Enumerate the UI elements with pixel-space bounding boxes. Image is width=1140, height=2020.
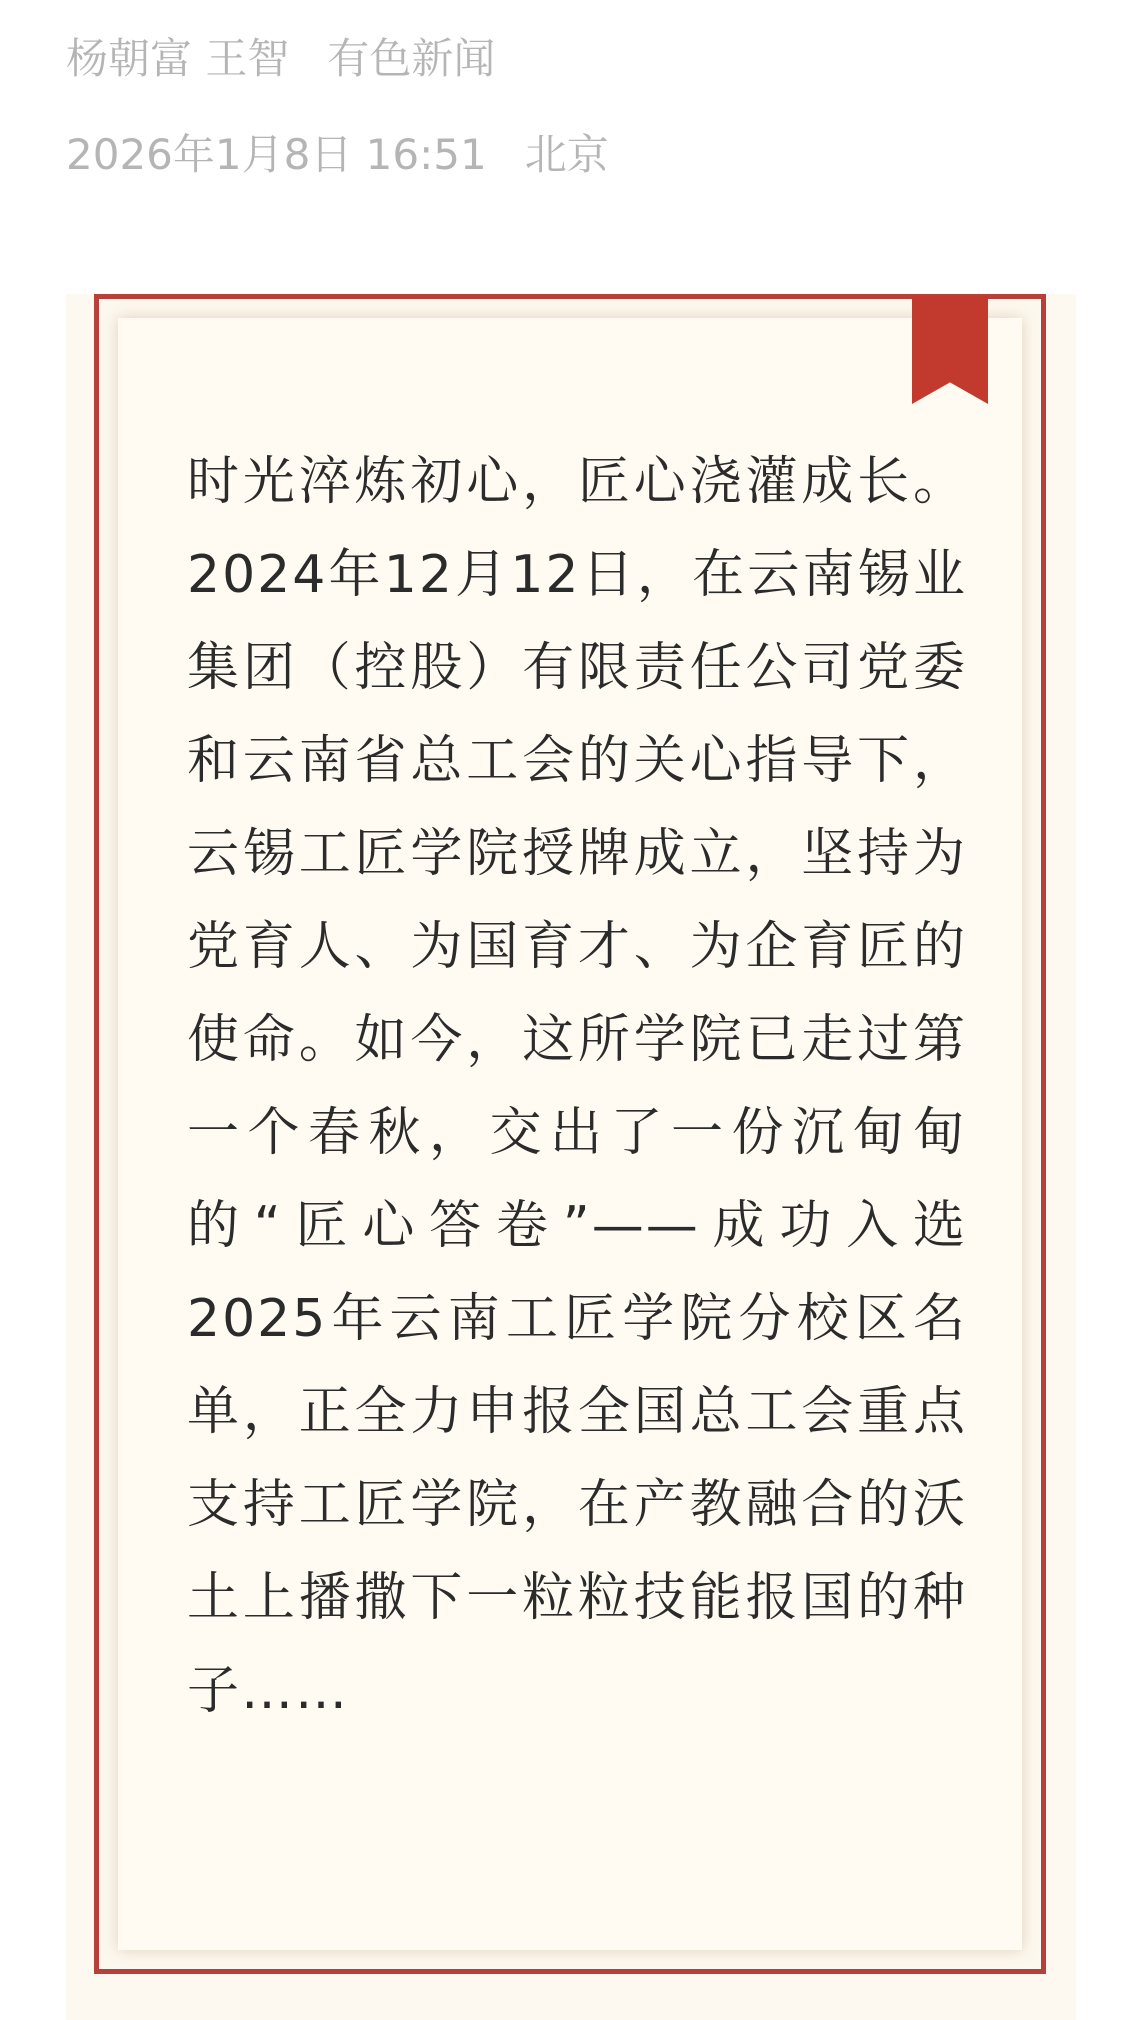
source-name[interactable]: 有色新闻 bbox=[327, 34, 496, 83]
publish-datetime: 2026年1月8日 16:51 bbox=[66, 130, 487, 179]
quote-paragraph: 时光淬炼初心，匠心浇灌成长。2024年12月12日，在云南锡业集团（控股）有限责任公司党委和云南省总工会的关心指导下，云锡工匠学院授牌成立，坚持为党育人、为国育才、为企育匠的使命。如今，这所学院已走过第一个春秋，交出了一份沉甸甸的“匠心答卷”——成功入选2025年云南工匠学院分校区名单，正全力申报全国总工会重点支持工匠学院，在产教融合的沃土上播撒下一粒粒技能报国的种子…… bbox=[187, 452, 967, 1721]
article-dateline bbox=[66, 130, 609, 179]
article-byline bbox=[66, 34, 496, 83]
publish-location: 北京 bbox=[524, 130, 609, 179]
author-names: 杨朝富 王智 bbox=[66, 34, 290, 83]
